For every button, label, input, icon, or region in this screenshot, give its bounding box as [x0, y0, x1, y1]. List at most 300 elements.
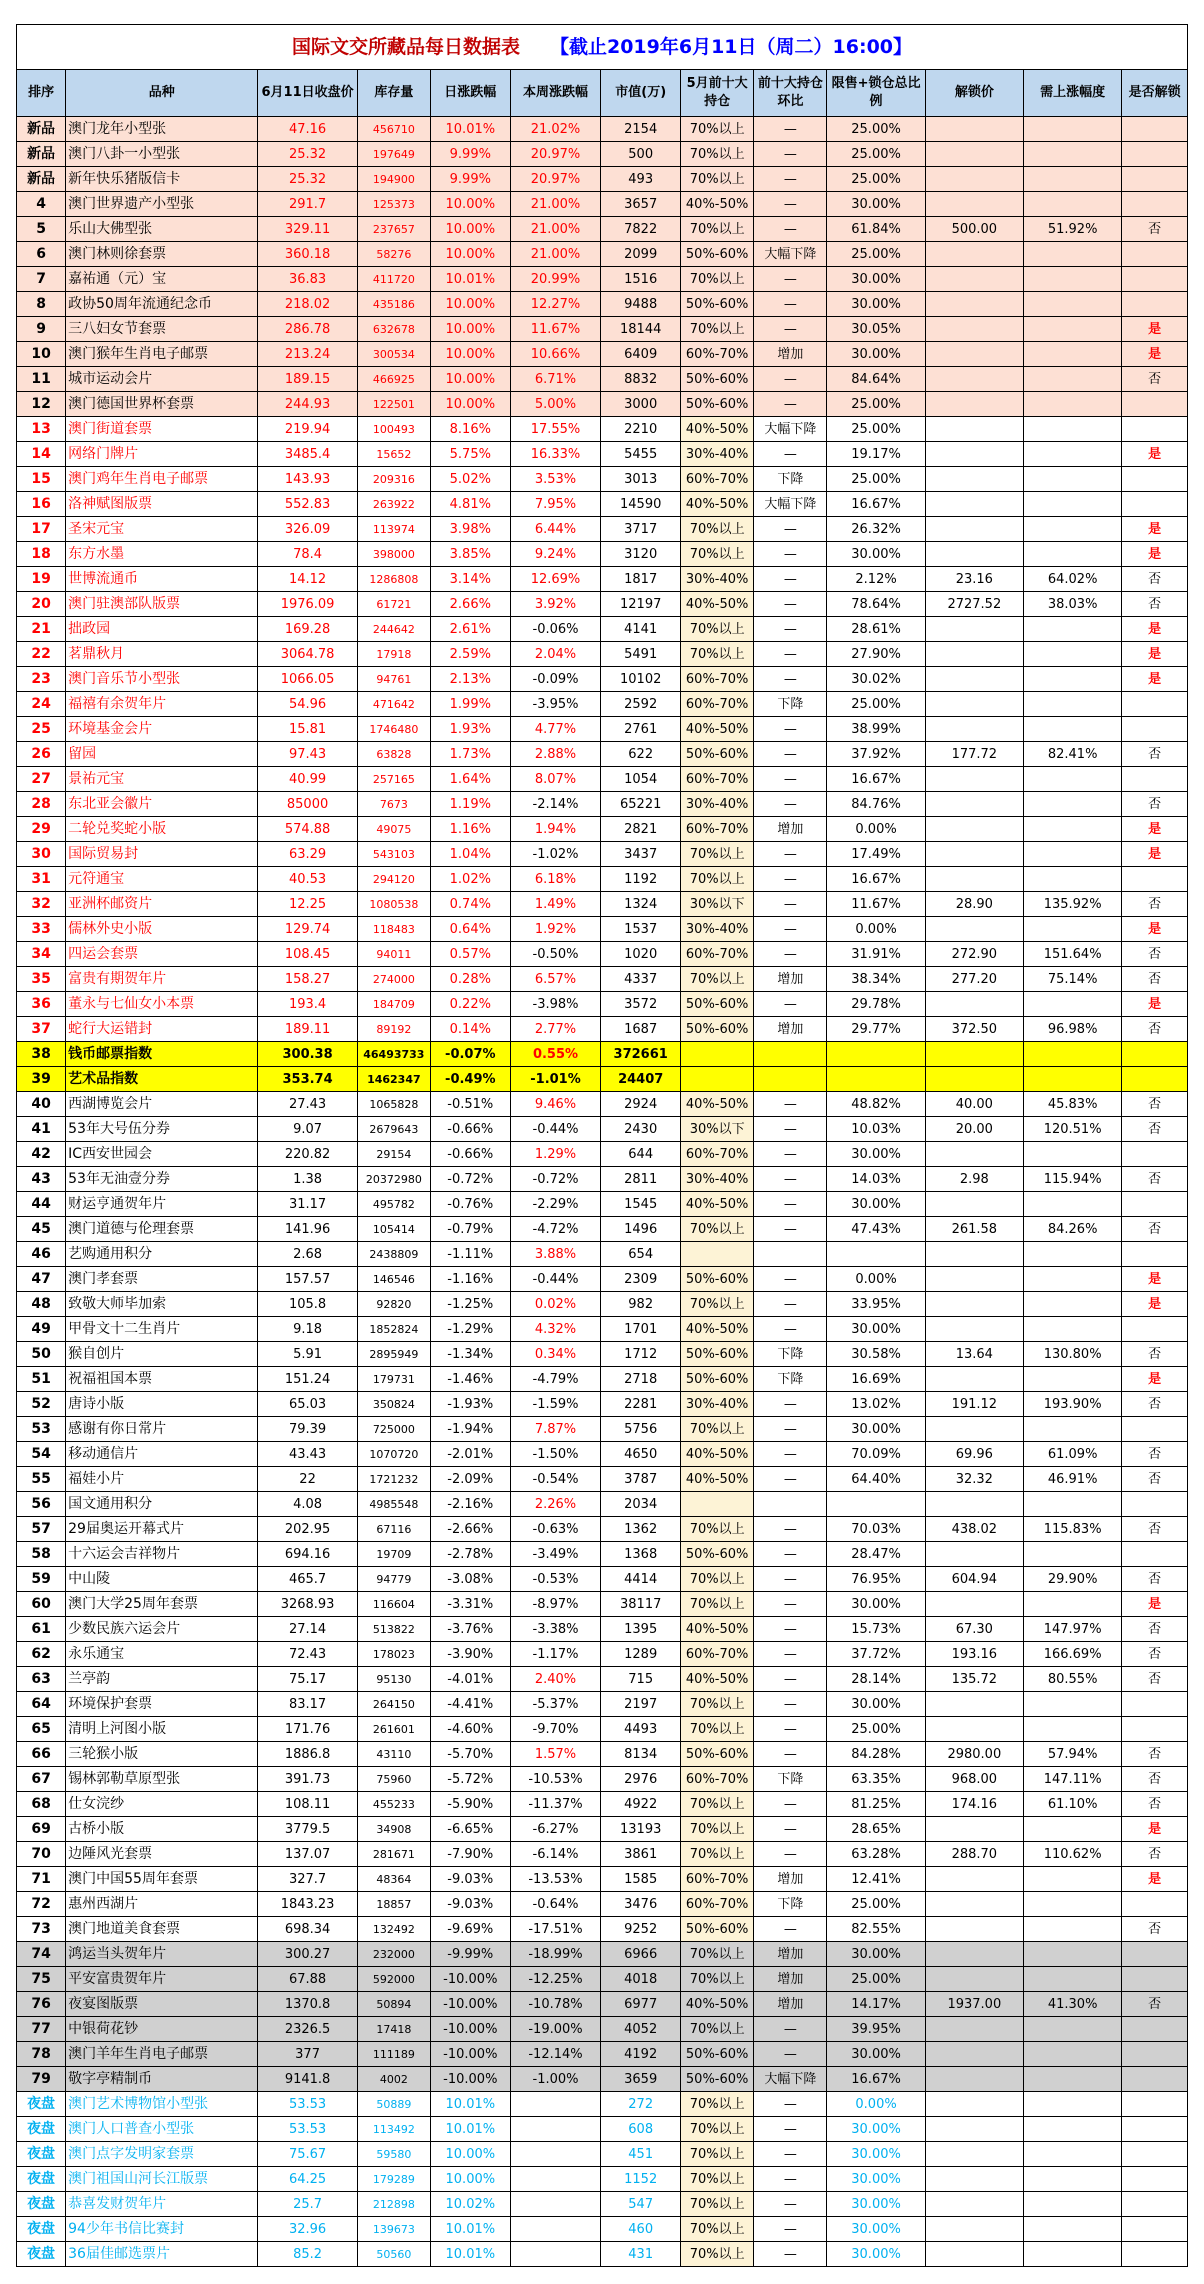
- column-header: 市值(万): [601, 70, 681, 117]
- cell-stock: 4002: [357, 2067, 430, 2092]
- cell-need: [1024, 2017, 1122, 2042]
- cell-dchg: 0.57%: [430, 942, 510, 967]
- cell-mv: 3013: [601, 467, 681, 492]
- cell-need: 147.11%: [1024, 1767, 1122, 1792]
- cell-price: 1843.23: [258, 1892, 357, 1917]
- cell-rank: 50: [17, 1342, 66, 1367]
- cell-price: 1886.8: [258, 1742, 357, 1767]
- cell-stock: 105414: [357, 1217, 430, 1242]
- cell-dchg: 10.01%: [430, 117, 510, 142]
- cell-rank: 44: [17, 1192, 66, 1217]
- cell-name: 亚洲杯邮资片: [66, 892, 258, 917]
- cell-isunlock: 是: [1122, 1292, 1188, 1317]
- cell-need: 166.69%: [1024, 1642, 1122, 1667]
- cell-isunlock: 是: [1122, 992, 1188, 1017]
- cell-unlock: [925, 2242, 1023, 2267]
- table-row: [17, 1842, 1188, 1867]
- cell-isunlock: 是: [1122, 817, 1188, 842]
- cell-unlock: [925, 1892, 1023, 1917]
- cell-hold: 70%以上: [681, 967, 754, 992]
- cell-stock: 281671: [357, 1842, 430, 1867]
- cell-dchg: 1.19%: [430, 792, 510, 817]
- cell-unlock: [925, 1292, 1023, 1317]
- cell-ratio: 25.00%: [827, 142, 925, 167]
- cell-need: [1024, 517, 1122, 542]
- cell-price: 698.34: [258, 1917, 357, 1942]
- cell-trend: —: [754, 1542, 827, 1567]
- cell-need: [1024, 692, 1122, 717]
- cell-rank: 11: [17, 367, 66, 392]
- cell-mv: 1152: [601, 2167, 681, 2192]
- cell-stock: 1746480: [357, 717, 430, 742]
- cell-unlock: [925, 1492, 1023, 1517]
- cell-stock: 178023: [357, 1642, 430, 1667]
- cell-mv: 4650: [601, 1442, 681, 1467]
- cell-unlock: [925, 1917, 1023, 1942]
- cell-isunlock: 否: [1122, 742, 1188, 767]
- table-row: [17, 242, 1188, 267]
- cell-rank: 29: [17, 817, 66, 842]
- cell-need: [1024, 542, 1122, 567]
- cell-ratio: 30.00%: [827, 2042, 925, 2067]
- cell-name: 甲骨文十二生肖片: [66, 1317, 258, 1342]
- cell-mv: 4493: [601, 1717, 681, 1742]
- cell-ratio: 25.00%: [827, 1892, 925, 1917]
- cell-hold: 50%-60%: [681, 2067, 754, 2092]
- table-row: [17, 367, 1188, 392]
- cell-price: 574.88: [258, 817, 357, 842]
- cell-unlock: [925, 842, 1023, 867]
- cell-price: 189.15: [258, 367, 357, 392]
- cell-rank: 70: [17, 1842, 66, 1867]
- cell-need: [1024, 392, 1122, 417]
- cell-need: 115.83%: [1024, 1517, 1122, 1542]
- cell-rank: 13: [17, 417, 66, 442]
- cell-unlock: 2727.52: [925, 592, 1023, 617]
- cell-stock: 94761: [357, 667, 430, 692]
- cell-stock: 300534: [357, 342, 430, 367]
- cell-ratio: 16.67%: [827, 492, 925, 517]
- cell-price: 220.82: [258, 1142, 357, 1167]
- cell-stock: 29154: [357, 1142, 430, 1167]
- cell-wchg: -0.53%: [510, 1567, 601, 1592]
- cell-mv: 24407: [601, 1067, 681, 1092]
- cell-rank: 77: [17, 2017, 66, 2042]
- cell-need: [1024, 2142, 1122, 2167]
- cell-need: [1024, 2067, 1122, 2092]
- cell-mv: 6966: [601, 1942, 681, 1967]
- cell-unlock: [925, 1942, 1023, 1967]
- cell-rank: 75: [17, 1967, 66, 1992]
- cell-name: 乐山大佛型张: [66, 217, 258, 242]
- cell-hold: 60%-70%: [681, 1142, 754, 1167]
- cell-mv: 1362: [601, 1517, 681, 1542]
- cell-ratio: [827, 1042, 925, 1067]
- cell-trend: [754, 1242, 827, 1267]
- cell-price: 47.16: [258, 117, 357, 142]
- cell-stock: 274000: [357, 967, 430, 992]
- cell-need: [1024, 142, 1122, 167]
- cell-ratio: 61.84%: [827, 217, 925, 242]
- cell-stock: 725000: [357, 1417, 430, 1442]
- cell-hold: 70%以上: [681, 1292, 754, 1317]
- cell-stock: 1852824: [357, 1317, 430, 1342]
- table-row: [17, 767, 1188, 792]
- cell-isunlock: [1122, 1542, 1188, 1567]
- cell-ratio: 16.67%: [827, 767, 925, 792]
- cell-price: 53.53: [258, 2117, 357, 2142]
- cell-need: [1024, 1917, 1122, 1942]
- cell-name: 恭喜发财贺年片: [66, 2192, 258, 2217]
- cell-hold: 70%以上: [681, 1717, 754, 1742]
- cell-rank: 14: [17, 442, 66, 467]
- cell-wchg: 20.97%: [510, 167, 601, 192]
- cell-rank: 57: [17, 1517, 66, 1542]
- cell-stock: 495782: [357, 1192, 430, 1217]
- cell-rank: 79: [17, 2067, 66, 2092]
- cell-trend: —: [754, 117, 827, 142]
- cell-mv: 2592: [601, 692, 681, 717]
- cell-need: [1024, 767, 1122, 792]
- cell-wchg: [510, 2217, 601, 2242]
- cell-stock: 63828: [357, 742, 430, 767]
- cell-isunlock: [1122, 142, 1188, 167]
- cell-need: [1024, 2167, 1122, 2192]
- cell-price: 137.07: [258, 1842, 357, 1867]
- cell-dchg: 1.99%: [430, 692, 510, 717]
- cell-dchg: 2.66%: [430, 592, 510, 617]
- cell-rank: 6: [17, 242, 66, 267]
- cell-wchg: -10.78%: [510, 1992, 601, 2017]
- cell-mv: 8832: [601, 367, 681, 392]
- cell-ratio: 30.00%: [827, 1192, 925, 1217]
- cell-unlock: 191.12: [925, 1392, 1023, 1417]
- cell-hold: 30%-40%: [681, 792, 754, 817]
- cell-ratio: 17.49%: [827, 842, 925, 867]
- table-row: [17, 1742, 1188, 1767]
- cell-name: 29届奥运开幕式片: [66, 1517, 258, 1542]
- cell-stock: 2679643: [357, 1117, 430, 1142]
- cell-rank: 31: [17, 867, 66, 892]
- cell-name: 留园: [66, 742, 258, 767]
- cell-name: 平安富贵贺年片: [66, 1967, 258, 1992]
- column-header: 库存量: [357, 70, 430, 117]
- table-row: [17, 1942, 1188, 1967]
- cell-need: [1024, 2242, 1122, 2267]
- cell-dchg: 10.00%: [430, 367, 510, 392]
- cell-dchg: -2.78%: [430, 1542, 510, 1567]
- cell-stock: 43110: [357, 1742, 430, 1767]
- cell-rank: 35: [17, 967, 66, 992]
- table-row: [17, 167, 1188, 192]
- cell-unlock: [925, 1817, 1023, 1842]
- cell-dchg: 1.73%: [430, 742, 510, 767]
- cell-stock: 350824: [357, 1392, 430, 1417]
- cell-need: 75.14%: [1024, 967, 1122, 992]
- cell-hold: 70%以上: [681, 2217, 754, 2242]
- cell-stock: 100493: [357, 417, 430, 442]
- cell-dchg: 1.04%: [430, 842, 510, 867]
- column-header: 排序: [17, 70, 66, 117]
- cell-hold: 70%以上: [681, 1842, 754, 1867]
- cell-mv: 18144: [601, 317, 681, 342]
- table-row: [17, 1867, 1188, 1892]
- cell-stock: 1080538: [357, 892, 430, 917]
- table-row: [17, 1767, 1188, 1792]
- table-row: [17, 742, 1188, 767]
- cell-wchg: 1.57%: [510, 1742, 601, 1767]
- cell-dchg: 5.75%: [430, 442, 510, 467]
- cell-rank: 15: [17, 467, 66, 492]
- table-row: [17, 117, 1188, 142]
- cell-wchg: 6.44%: [510, 517, 601, 542]
- cell-rank: 4: [17, 192, 66, 217]
- cell-unlock: 2980.00: [925, 1742, 1023, 1767]
- title-row: [17, 25, 1188, 70]
- cell-wchg: [510, 2142, 601, 2167]
- table-row: [17, 1567, 1188, 1592]
- cell-wchg: -11.37%: [510, 1792, 601, 1817]
- cell-ratio: 25.00%: [827, 467, 925, 492]
- cell-stock: 455233: [357, 1792, 430, 1817]
- table-row: [17, 2067, 1188, 2092]
- cell-name: 政协50周年流通纪念币: [66, 292, 258, 317]
- table-row: [17, 292, 1188, 317]
- table-row: [17, 442, 1188, 467]
- cell-stock: 1462347: [357, 1067, 430, 1092]
- cell-need: 45.83%: [1024, 1092, 1122, 1117]
- cell-price: 63.29: [258, 842, 357, 867]
- cell-isunlock: 否: [1122, 1167, 1188, 1192]
- cell-price: 694.16: [258, 1542, 357, 1567]
- cell-stock: 2438809: [357, 1242, 430, 1267]
- cell-rank: 62: [17, 1642, 66, 1667]
- cell-hold: 40%-50%: [681, 1617, 754, 1642]
- cell-price: 219.94: [258, 417, 357, 442]
- cell-need: [1024, 1892, 1122, 1917]
- cell-mv: 5756: [601, 1417, 681, 1442]
- cell-dchg: -0.49%: [430, 1067, 510, 1092]
- cell-dchg: 0.28%: [430, 967, 510, 992]
- cell-price: 85.2: [258, 2242, 357, 2267]
- cell-price: 15.81: [258, 717, 357, 742]
- cell-mv: 2281: [601, 1392, 681, 1417]
- cell-rank: 58: [17, 1542, 66, 1567]
- cell-dchg: -10.00%: [430, 2042, 510, 2067]
- cell-ratio: 30.00%: [827, 1142, 925, 1167]
- cell-unlock: [925, 1367, 1023, 1392]
- cell-rank: 夜盘: [17, 2117, 66, 2142]
- column-header: 本周涨跌幅: [510, 70, 601, 117]
- cell-unlock: [925, 1267, 1023, 1292]
- cell-need: 120.51%: [1024, 1117, 1122, 1142]
- cell-rank: 28: [17, 792, 66, 817]
- cell-need: 115.94%: [1024, 1167, 1122, 1192]
- cell-trend: 大幅下降: [754, 242, 827, 267]
- cell-trend: —: [754, 292, 827, 317]
- cell-trend: —: [754, 1817, 827, 1842]
- cell-trend: 增加: [754, 1017, 827, 1042]
- cell-rank: 73: [17, 1917, 66, 1942]
- cell-price: 129.74: [258, 917, 357, 942]
- cell-price: 213.24: [258, 342, 357, 367]
- cell-price: 9141.8: [258, 2067, 357, 2092]
- cell-hold: 50%-60%: [681, 1742, 754, 1767]
- cell-dchg: 10.00%: [430, 217, 510, 242]
- cell-name: 猴自创片: [66, 1342, 258, 1367]
- cell-rank: 18: [17, 542, 66, 567]
- table-row: [17, 567, 1188, 592]
- cell-wchg: -3.98%: [510, 992, 601, 1017]
- cell-need: [1024, 417, 1122, 442]
- table-row: [17, 967, 1188, 992]
- cell-price: 141.96: [258, 1217, 357, 1242]
- cell-hold: 70%以上: [681, 167, 754, 192]
- cell-name: 澳门艺术博物馆小型张: [66, 2092, 258, 2117]
- cell-dchg: 10.01%: [430, 2092, 510, 2117]
- cell-dchg: 8.16%: [430, 417, 510, 442]
- cell-isunlock: [1122, 1192, 1188, 1217]
- cell-hold: 70%以上: [681, 617, 754, 642]
- cell-rank: 48: [17, 1292, 66, 1317]
- cell-ratio: 47.43%: [827, 1217, 925, 1242]
- cell-unlock: [925, 767, 1023, 792]
- cell-price: 14.12: [258, 567, 357, 592]
- cell-trend: —: [754, 717, 827, 742]
- cell-need: [1024, 1492, 1122, 1517]
- cell-wchg: -4.72%: [510, 1217, 601, 1242]
- cell-name: 环境基金会片: [66, 717, 258, 742]
- cell-rank: 69: [17, 1817, 66, 1842]
- cell-ratio: 25.00%: [827, 167, 925, 192]
- cell-dchg: -1.11%: [430, 1242, 510, 1267]
- cell-trend: —: [754, 442, 827, 467]
- cell-isunlock: 否: [1122, 1092, 1188, 1117]
- table-row: [17, 1542, 1188, 1567]
- cell-price: 171.76: [258, 1717, 357, 1742]
- cell-mv: 3861: [601, 1842, 681, 1867]
- cell-wchg: 4.32%: [510, 1317, 601, 1342]
- cell-wchg: -8.97%: [510, 1592, 601, 1617]
- cell-price: 108.45: [258, 942, 357, 967]
- cell-wchg: -6.27%: [510, 1817, 601, 1842]
- cell-unlock: [925, 992, 1023, 1017]
- cell-price: 105.8: [258, 1292, 357, 1317]
- cell-name: 嘉祐通（元）宝: [66, 267, 258, 292]
- cell-wchg: -1.50%: [510, 1442, 601, 1467]
- cell-trend: —: [754, 2142, 827, 2167]
- cell-price: 54.96: [258, 692, 357, 717]
- cell-name: 茗鼎秋月: [66, 642, 258, 667]
- table-row: [17, 2242, 1188, 2267]
- cell-stock: 632678: [357, 317, 430, 342]
- cell-name: 澳门龙年小型张: [66, 117, 258, 142]
- cell-isunlock: 否: [1122, 1642, 1188, 1667]
- cell-name: 53年大号伍分券: [66, 1117, 258, 1142]
- cell-trend: [754, 1042, 827, 1067]
- cell-stock: 20372980: [357, 1167, 430, 1192]
- cell-need: [1024, 1942, 1122, 1967]
- cell-need: [1024, 2092, 1122, 2117]
- cell-trend: —: [754, 1392, 827, 1417]
- cell-ratio: 84.64%: [827, 367, 925, 392]
- cell-wchg: 2.88%: [510, 742, 601, 767]
- cell-need: [1024, 1067, 1122, 1092]
- cell-isunlock: 否: [1122, 1442, 1188, 1467]
- cell-rank: 65: [17, 1717, 66, 1742]
- table-row: [17, 267, 1188, 292]
- sheet-title: [17, 25, 1188, 70]
- cell-name: 鸿运当头贺年片: [66, 1942, 258, 1967]
- cell-isunlock: [1122, 2092, 1188, 2117]
- table-row: [17, 217, 1188, 242]
- table-row: [17, 2042, 1188, 2067]
- cell-name: 澳门世界遗产小型张: [66, 192, 258, 217]
- cell-price: 67.88: [258, 1967, 357, 1992]
- cell-ratio: 0.00%: [827, 1267, 925, 1292]
- cell-name: 四运会套票: [66, 942, 258, 967]
- cell-unlock: 135.72: [925, 1667, 1023, 1692]
- cell-hold: 30%-40%: [681, 567, 754, 592]
- cell-mv: 1701: [601, 1317, 681, 1342]
- cell-rank: 37: [17, 1017, 66, 1042]
- cell-isunlock: 否: [1122, 1217, 1188, 1242]
- cell-dchg: -1.34%: [430, 1342, 510, 1367]
- cell-wchg: -4.79%: [510, 1367, 601, 1392]
- cell-dchg: -6.65%: [430, 1817, 510, 1842]
- cell-mv: 1192: [601, 867, 681, 892]
- cell-ratio: 31.91%: [827, 942, 925, 967]
- cell-unlock: [925, 1192, 1023, 1217]
- cell-name: 拙政园: [66, 617, 258, 642]
- cell-isunlock: 是: [1122, 1867, 1188, 1892]
- cell-dchg: -10.00%: [430, 1992, 510, 2017]
- cell-need: [1024, 1292, 1122, 1317]
- cell-isunlock: [1122, 167, 1188, 192]
- cell-hold: [681, 1067, 754, 1092]
- cell-isunlock: 否: [1122, 1667, 1188, 1692]
- cell-unlock: 500.00: [925, 217, 1023, 242]
- cell-need: [1024, 1267, 1122, 1292]
- cell-price: 193.4: [258, 992, 357, 1017]
- cell-ratio: 2.12%: [827, 567, 925, 592]
- cell-hold: 70%以上: [681, 1517, 754, 1542]
- cell-dchg: 10.00%: [430, 342, 510, 367]
- cell-wchg: 1.29%: [510, 1142, 601, 1167]
- cell-price: 151.24: [258, 1367, 357, 1392]
- cell-dchg: -0.51%: [430, 1092, 510, 1117]
- cell-dchg: 0.64%: [430, 917, 510, 942]
- cell-name: 清明上河图小版: [66, 1717, 258, 1742]
- cell-dchg: -9.69%: [430, 1917, 510, 1942]
- cell-name: 澳门地道美食套票: [66, 1917, 258, 1942]
- cell-hold: 50%-60%: [681, 1367, 754, 1392]
- cell-price: 40.99: [258, 767, 357, 792]
- cell-isunlock: 是: [1122, 642, 1188, 667]
- cell-price: 353.74: [258, 1067, 357, 1092]
- cell-unlock: 67.30: [925, 1617, 1023, 1642]
- cell-rank: 夜盘: [17, 2192, 66, 2217]
- cell-need: [1024, 842, 1122, 867]
- cell-dchg: -4.60%: [430, 1717, 510, 1742]
- table-row: [17, 1117, 1188, 1142]
- cell-unlock: 968.00: [925, 1767, 1023, 1792]
- cell-trend: [754, 1492, 827, 1517]
- cell-rank: 夜盘: [17, 2217, 66, 2242]
- cell-wchg: 2.04%: [510, 642, 601, 667]
- cell-rank: 71: [17, 1867, 66, 1892]
- cell-name: IC西安世园会: [66, 1142, 258, 1167]
